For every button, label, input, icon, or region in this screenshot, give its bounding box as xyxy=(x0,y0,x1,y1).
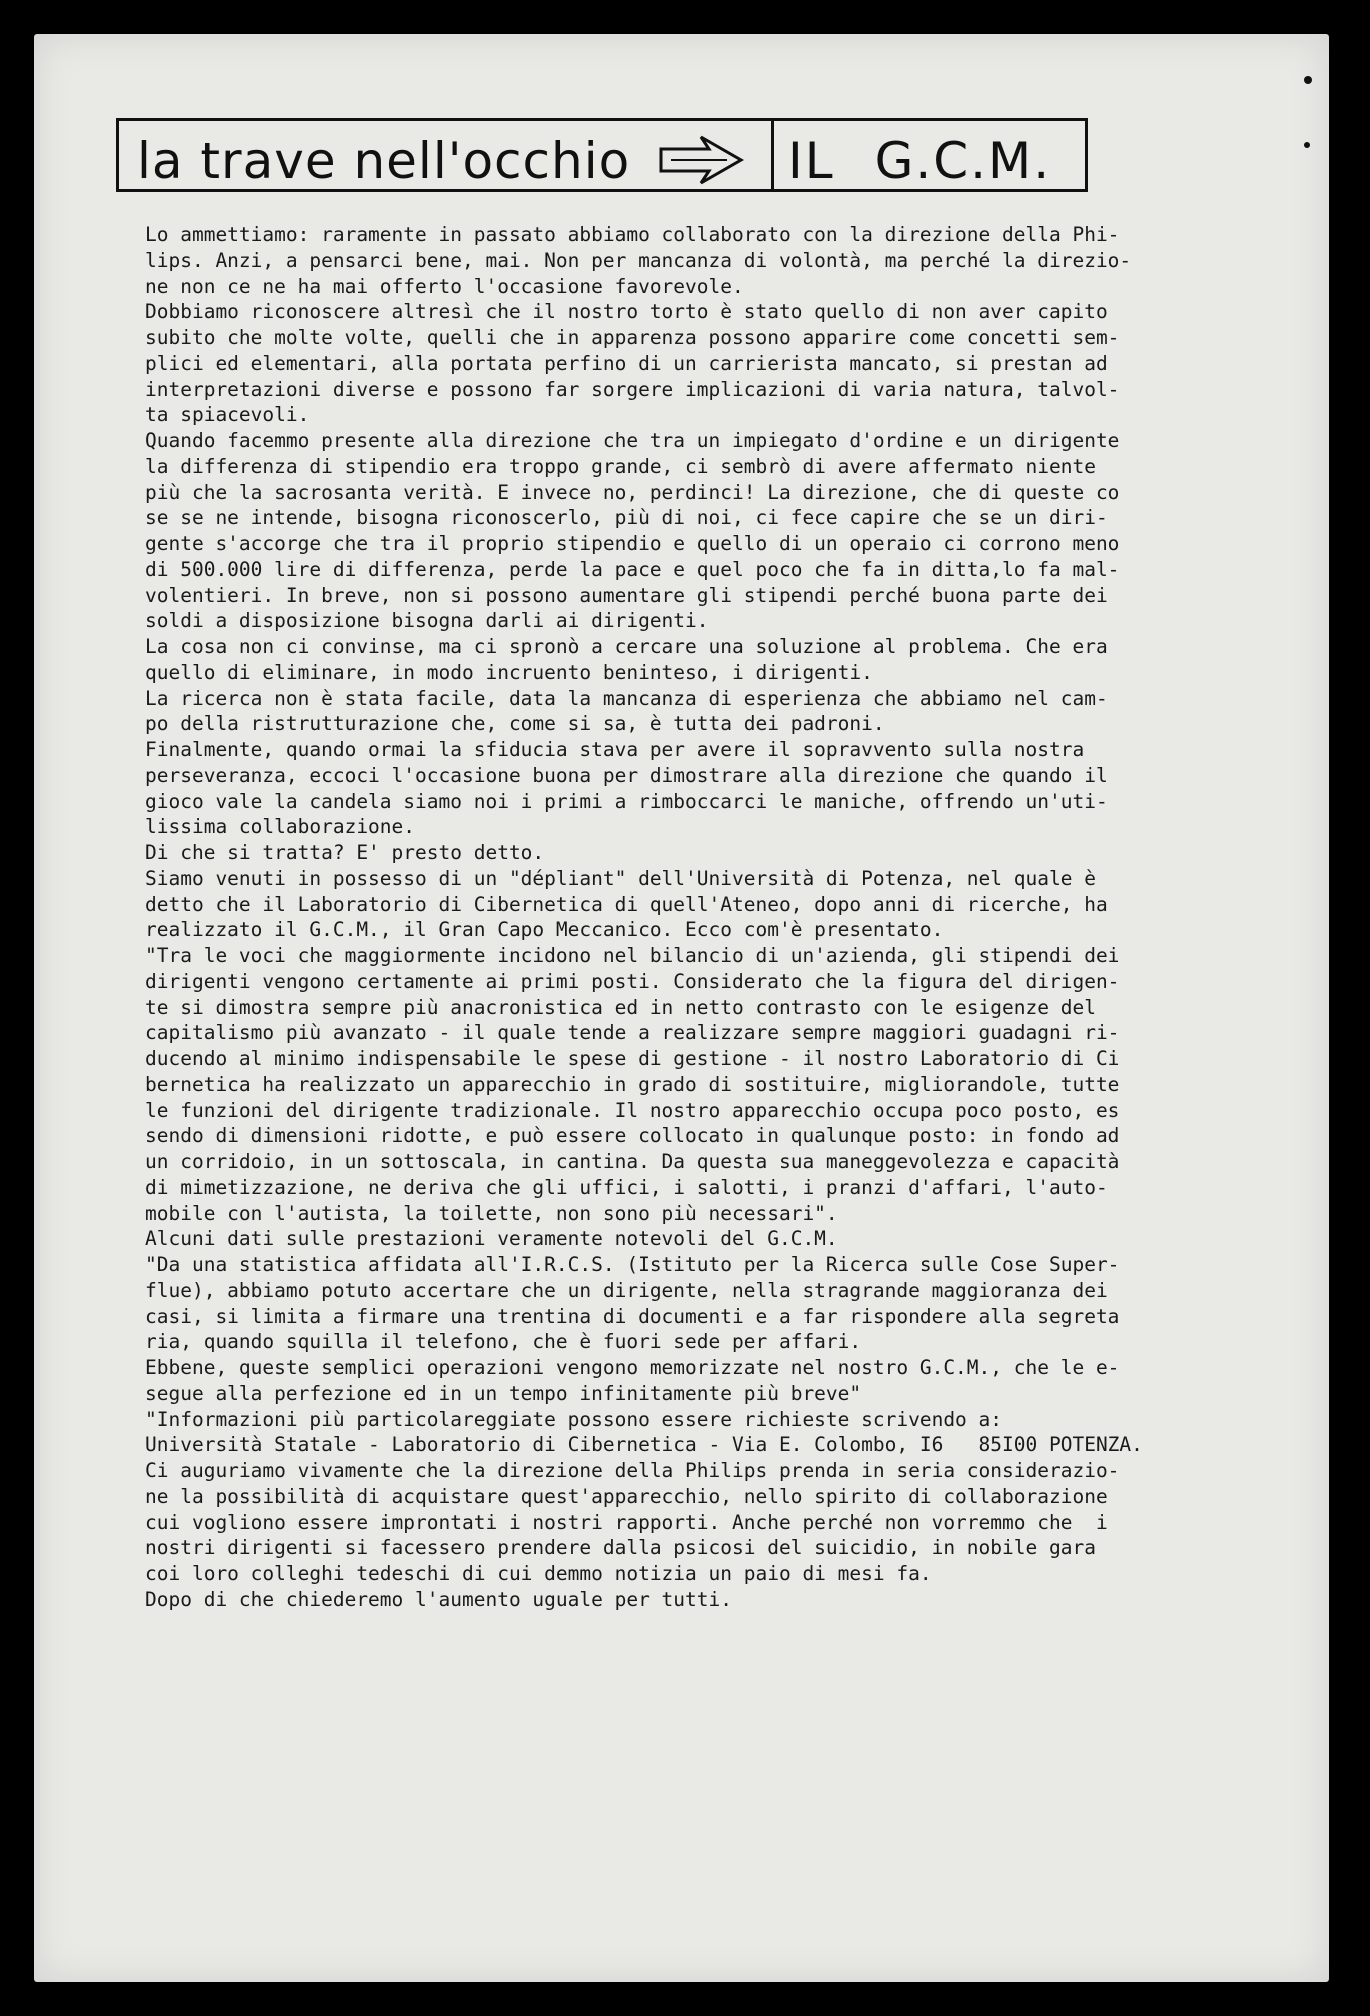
column-title: la trave nell'occhio xyxy=(137,132,631,190)
text-line: Ebbene, queste semplici operazioni vengono memorizzate nel nostro G.C.M., che le e- xyxy=(145,1356,1120,1379)
text-line: dirigenti vengono certamente ai primi posti. Considerato che la figura del dirigen- xyxy=(145,969,1120,993)
text-line: nostri dirigenti si facessero prendere dalla psicosi del suicidio, in nobile gara xyxy=(145,1536,1096,1560)
text-line: volentieri. In breve, non si possono aumentare gli stipendi perché buona parte dei xyxy=(145,583,1108,607)
text-line: gente s'accorge che tra il proprio stipendio e quello di un operaio ci corrono meno xyxy=(145,532,1120,555)
section-label xyxy=(774,132,1052,190)
section-name: G.C.M. xyxy=(874,132,1052,190)
text-line: ne non ce ne ha mai offerto l'occasione favorevole. xyxy=(145,274,744,298)
section-prefix: IL xyxy=(788,132,835,190)
text-line: mobile con l'autista, la toilette, non sono più necessari". xyxy=(145,1201,838,1225)
text-line: capitalismo più avanzato - il quale tende a realizzare sempre maggiori guadagni ri- xyxy=(145,1021,1120,1045)
text-line: interpretazioni diverse e possono far sorgere implicazioni di varia natura, talvol- xyxy=(145,377,1120,401)
text-line: te si dimostra sempre più anacronistica ed in netto contrasto con le esigenze del xyxy=(145,995,1096,1019)
section-box xyxy=(774,121,1085,189)
text-line: di mimetizzazione, ne deriva che gli uffici, i salotti, i pranzi d'affari, l'auto- xyxy=(145,1175,1108,1199)
text-line: plici ed elementari, alla portata perfino di un carrierista mancato, si prestan ad xyxy=(145,351,1108,375)
text-line: perseveranza, eccoci l'occasione buona per dimostrare alla direzione che quando il xyxy=(145,763,1108,787)
text-line: Quando facemmo presente alla direzione che tra un impiegato d'ordine e un dirigente xyxy=(145,429,1120,452)
text-line: Università Statale - Laboratorio di Cibernetica - Via E. Colombo, I6 85I00 POTENZA. xyxy=(145,1433,1143,1457)
text-line: di 500.000 lire di differenza, perde la pace e quel poco che fa in ditta,lo fa mal- xyxy=(145,557,1120,581)
text-line: detto che il Laboratorio di Cibernetica di quell'Ateneo, dopo anni di ricerche, ha xyxy=(145,892,1108,916)
text-line: cui vogliono essere improntati i nostri rapporti. Anche perché non vorremmo che i xyxy=(145,1510,1108,1534)
text-line: soldi a disposizione bisogna darli ai dirigenti. xyxy=(145,609,709,633)
text-line: po della ristrutturazione che, come si sa, è tutta dei padroni. xyxy=(145,712,885,736)
text-line: sendo di dimensioni ridotte, e può essere collocato in qualunque posto: in fondo ad xyxy=(145,1124,1120,1148)
ink-spot xyxy=(1304,142,1310,148)
text-line: "Tra le voci che maggiormente incidono nel bilancio di un'azienda, gli stipendi dei xyxy=(145,944,1120,967)
text-line: ne la possibilità di acquistare quest'apparecchio, nello spirito di collaborazione xyxy=(145,1484,1108,1508)
text-line: lissima collaborazione. xyxy=(145,815,416,839)
arrow-icon xyxy=(657,133,745,187)
text-line: Finalmente, quando ormai la sfiducia stava per avere il sopravvento sulla nostra xyxy=(145,738,1085,761)
text-line: Lo ammettiamo: raramente in passato abbiamo collaborato con la direzione della Phi- xyxy=(145,223,1120,246)
text-line: Di che si tratta? E' presto detto. xyxy=(145,841,545,864)
text-line: un corridoio, in un sottoscala, in cantina. Da questa sua maneggevolezza e capacità xyxy=(145,1150,1120,1173)
text-line: la differenza di stipendio era troppo grande, ci sembrò di avere affermato niente xyxy=(145,454,1096,478)
text-line: le funzioni del dirigente tradizionale. Il nostro apparecchio occupa poco posto, es xyxy=(145,1098,1120,1122)
text-line: più che la sacrosanta verità. E invece no, perdinci! La direzione, che di queste co xyxy=(145,480,1120,504)
text-line: coi loro colleghi tedeschi di cui demmo notizia un paio di mesi fa. xyxy=(145,1562,932,1585)
text-line: "Informazioni più particolareggiate possono essere richieste scrivendo a: xyxy=(145,1407,1003,1431)
text-line: quello di eliminare, in modo incruento beninteso, i dirigenti. xyxy=(145,660,873,684)
text-line: casi, si limita a firmare una trentina di documenti e a far rispondere alla segreta xyxy=(145,1304,1120,1328)
text-line: ducendo al minimo indispensabile le spese di gestione - il nostro Laboratorio di Ci xyxy=(145,1047,1120,1070)
text-line: Ci auguriamo vivamente che la direzione della Philips prenda in seria considerazio- xyxy=(145,1459,1120,1482)
text-line: realizzato il G.C.M., il Gran Capo Meccanico. Ecco com'è presentato. xyxy=(145,918,944,942)
ink-spot xyxy=(1304,76,1312,84)
text-line: La ricerca non è stata facile, data la mancanza di esperienza che abbiamo nel cam- xyxy=(145,686,1108,710)
text-line: Siamo venuti in possesso di un "dépliant" dell'Università di Potenza, nel quale è xyxy=(145,866,1096,890)
article-header xyxy=(116,118,1088,192)
text-line: ria, quando squilla il telefono, che è fuori sede per affari. xyxy=(145,1330,862,1354)
text-line: se se ne intende, bisogna riconoscerlo, più di noi, ci fece capire che se un diri- xyxy=(145,506,1108,530)
text-line: Dopo di che chiederemo l'aumento uguale per tutti. xyxy=(145,1587,732,1611)
text-line: bernetica ha realizzato un apparecchio in grado di sostituire, migliorandole, tutte xyxy=(145,1072,1120,1096)
text-line: ta spiacevoli. xyxy=(145,403,310,427)
text-line: "Da una statistica affidata all'I.R.C.S. (Istituto per la Ricerca sulle Cose Super- xyxy=(145,1253,1120,1276)
text-line: segue alla perfezione ed in un tempo infinitamente più breve" xyxy=(145,1381,862,1405)
text-line: flue), abbiamo potuto accertare che un dirigente, nella stragrande maggioranza dei xyxy=(145,1278,1108,1302)
text-line: gioco vale la candela siamo noi i primi a rimboccarci le maniche, offrendo un'uti- xyxy=(145,789,1108,813)
article-body xyxy=(145,222,1260,1613)
text-line: Dobbiamo riconoscere altresì che il nostro torto è stato quello di non aver capito xyxy=(145,300,1108,324)
text-line: La cosa non ci convinse, ma ci spronò a cercare una soluzione al problema. Che era xyxy=(145,635,1108,658)
column-title-box xyxy=(119,121,774,189)
text-line: lips. Anzi, a pensarci bene, mai. Non per mancanza di volontà, ma perché la direzio- xyxy=(145,248,1132,272)
text-line: subito che molte volte, quelli che in apparenza possono apparire come concetti sem- xyxy=(145,326,1120,349)
text-line: Alcuni dati sulle prestazioni veramente notevoli del G.C.M. xyxy=(145,1227,838,1251)
